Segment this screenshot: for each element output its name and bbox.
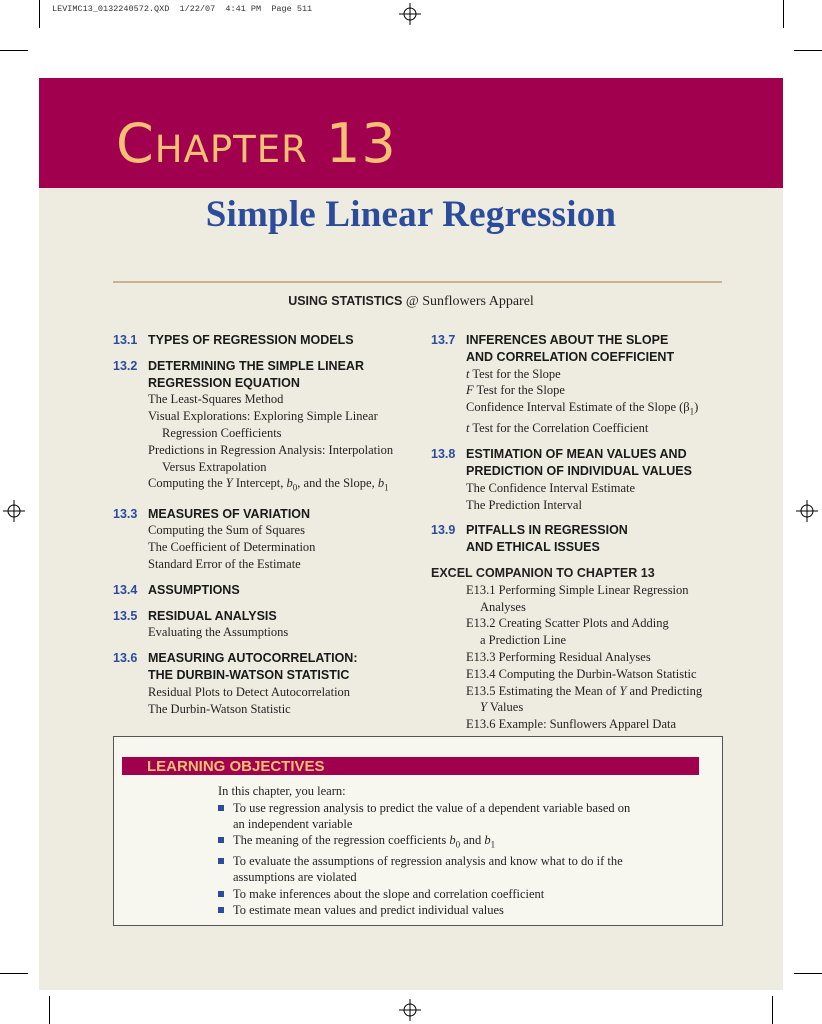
registration-mark-icon <box>399 999 421 1021</box>
section-13-6 <box>113 650 413 717</box>
chapter-word-initial: C <box>116 112 155 175</box>
registration-mark-icon <box>399 3 421 25</box>
subsection: Computing the Sum of Squares <box>148 523 305 538</box>
subsection: F Test for the Slope <box>466 383 565 398</box>
subsection: Computing the Y Intercept, $b_0$, and the Slope, $b_1$ <box>148 476 389 493</box>
section-13-3 <box>113 506 413 573</box>
excel-item: E13.1 Performing Simple Linear Regression Analyses <box>466 582 689 614</box>
section-title: AND ETHICAL ISSUES <box>466 540 600 555</box>
section-title: REGRESSION EQUATION <box>148 375 300 390</box>
contents-right-column <box>431 332 731 733</box>
section-title: MEASURING AUTOCORRELATION: <box>148 651 358 666</box>
learning-objectives-list <box>218 800 638 918</box>
section-number: 13.5 <box>113 608 138 623</box>
section-title: TYPES OF REGRESSION MODELS <box>148 333 354 347</box>
subsection: Evaluating the Assumptions <box>148 625 289 640</box>
section-number: 13.6 <box>113 651 138 666</box>
excel-item: E13.3 Performing Residual Analyses <box>466 650 651 665</box>
list-item: To make inferences about the slope and correlation coefficient <box>218 886 638 902</box>
learning-objectives-heading: LEARNING OBJECTIVES <box>147 758 325 775</box>
list-item: To use regression analysis to predict the value of a dependent variable based on an independent variable <box>218 800 638 832</box>
subsection: Visual Explorations: Exploring Simple Linear Regression Coefficients <box>148 409 378 440</box>
section-13-9 <box>431 522 731 556</box>
excel-companion-title: EXCEL COMPANION TO CHAPTER 13 <box>431 566 655 581</box>
registration-mark-icon <box>3 500 25 522</box>
print-slug: LEVIMC13_0132240572.QXD 1/22/07 4:41 PM Page 511 <box>52 4 313 14</box>
section-title: INFERENCES ABOUT THE SLOPE <box>466 333 669 347</box>
crop-mark <box>49 996 50 1024</box>
list-item: The meaning of the regression coefficients $b_0$ and $b_1$ <box>218 832 638 853</box>
square-bullet-icon <box>218 907 224 913</box>
subsection: Confidence Interval Estimate of the Slope $(\beta_1)$ <box>466 400 699 417</box>
subsection: Standard Error of the Estimate <box>148 557 301 572</box>
section-title: PITFALLS IN REGRESSION <box>466 523 628 538</box>
crop-mark <box>772 996 773 1024</box>
square-bullet-icon <box>218 891 224 897</box>
subsection: The Least-Squares Method <box>148 392 284 407</box>
subsection: Predictions in Regression Analysis: Interpolation Versus Extrapolation <box>148 442 394 474</box>
crop-mark <box>783 0 784 28</box>
crop-mark <box>794 50 822 51</box>
crop-mark <box>0 50 28 51</box>
section-number: 13.9 <box>431 523 456 538</box>
list-item: To evaluate the assumptions of regression analysis and know what to do if the assumptions are violated <box>218 853 638 885</box>
chapter-heading <box>116 113 397 181</box>
section-number: 13.7 <box>431 333 456 347</box>
section-title: THE DURBIN-WATSON STATISTIC <box>148 668 350 683</box>
square-bullet-icon <box>218 858 224 864</box>
crop-mark <box>794 973 822 974</box>
section-title: MEASURES OF VARIATION <box>148 506 311 521</box>
list-item: To estimate mean values and predict individual values <box>218 902 638 918</box>
section-title: ASSUMPTIONS <box>148 582 240 597</box>
section-13-4 <box>113 582 413 599</box>
section-13-1 <box>113 332 413 349</box>
section-number: 13.4 <box>113 582 138 597</box>
section-13-7 <box>431 332 731 437</box>
chapter-subject: Simple Linear Regression <box>205 194 617 235</box>
section-title: AND CORRELATION COEFFICIENT <box>466 349 675 364</box>
divider <box>113 281 722 283</box>
section-number: 13.2 <box>113 358 138 373</box>
subsection: t Test for the Slope <box>466 366 561 381</box>
using-statistics-line <box>0 294 822 310</box>
section-13-8 <box>431 446 731 513</box>
section-13-5 <box>113 608 413 642</box>
subsection: t Test for the Correlation Coefficient <box>466 421 649 436</box>
learning-objectives-box <box>113 736 723 926</box>
subsection: The Confidence Interval Estimate <box>466 480 636 495</box>
subsection: The Durbin-Watson Statistic <box>148 701 291 716</box>
section-title: RESIDUAL ANALYSIS <box>148 608 277 623</box>
registration-mark-icon <box>796 500 818 522</box>
section-title: DETERMINING THE SIMPLE LINEAR <box>148 358 364 373</box>
subsection: Residual Plots to Detect Autocorrelation <box>148 684 351 699</box>
section-number: 13.8 <box>431 447 456 462</box>
section-title: ESTIMATION OF MEAN VALUES AND <box>466 447 687 462</box>
section-13-2 <box>113 358 413 497</box>
section-number: 13.1 <box>113 333 138 347</box>
excel-companion <box>431 565 731 733</box>
chapter-word-rest: HAPTER <box>154 128 308 171</box>
chapter-number: 13 <box>326 112 397 175</box>
subsection: The Prediction Interval <box>466 497 582 512</box>
square-bullet-icon <box>218 837 224 843</box>
crop-mark <box>0 973 28 974</box>
section-number: 13.3 <box>113 506 138 521</box>
excel-item: E13.4 Computing the Durbin-Watson Statistic <box>466 666 697 681</box>
using-statistics-label: USING STATISTICS <box>288 294 403 308</box>
contents-left-column <box>113 332 413 726</box>
subsection: The Coefficient of Determination <box>148 540 316 555</box>
using-statistics-scenario: @ Sunflowers Apparel <box>405 294 534 309</box>
excel-item: E13.5 Estimating the Mean of Y and Predicting Y Values <box>466 683 703 715</box>
learning-objectives-intro: In this chapter, you learn: <box>218 784 346 798</box>
excel-item: E13.2 Creating Scatter Plots and Adding a Prediction Line <box>466 616 669 648</box>
section-title: PREDICTION OF INDIVIDUAL VALUES <box>466 464 692 479</box>
square-bullet-icon <box>218 805 224 811</box>
crop-mark <box>39 0 40 28</box>
excel-item: E13.6 Example: Sunflowers Apparel Data <box>466 717 677 732</box>
